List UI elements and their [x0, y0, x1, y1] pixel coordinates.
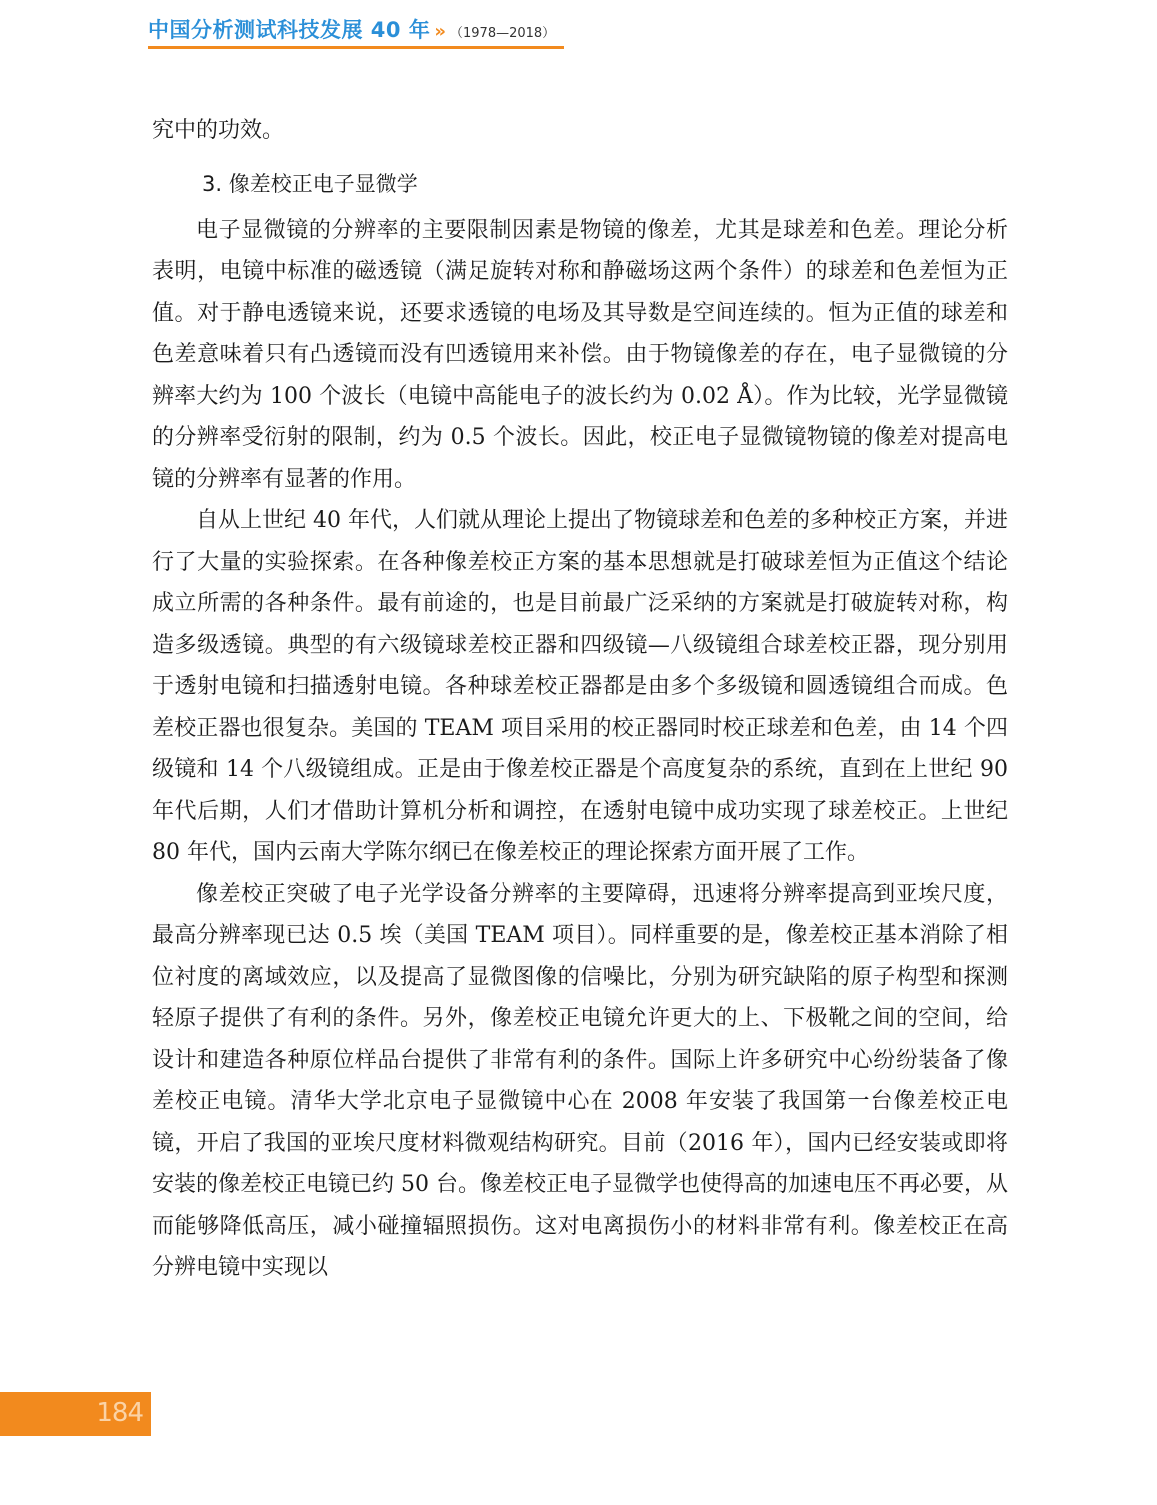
double-chevron-icon: » — [434, 21, 446, 42]
book-title: 中国分析测试科技发展 40 年 — [148, 18, 431, 42]
book-year-range: （1978—2018） — [450, 26, 556, 41]
paragraph-1: 电子显微镜的分辨率的主要限制因素是物镜的像差，尤其是球差和色差。理论分析表明，电镜中标准的磁透镜（满足旋转对称和静磁场这两个条件）的球差和色差恒为正值。对于静电透镜来说，还要求透镜的电场及其导数是空间连续的。恒为正值的球差和色差意味着只有凸透镜而没有凹透镜用来补偿。由于物镜像差的存在，电子显微镜的分辨率大约为 100 个波长（电镜中高能电子的波长约为 0.02 Å）。作为比较，光学显微镜的分辨率受衍射的限制，约为 0.5 个波长。因此，校正电子显微镜物镜的像差对提高电镜的分辨率有显著的作用。 — [152, 217, 1008, 492]
paragraph-3: 像差校正突破了电子光学设备分辨率的主要障碍，迅速将分辨率提高到亚埃尺度，最高分辨率现已达 0.5 埃（美国 TEAM 项目）。同样重要的是，像差校正基本消除了相位衬度的离域效应，以及提高了显微图像的信噪比，分别为研究缺陷的原子构型和探测轻原子提供了有利的条件。另外，像差校正电镜允许更大的上、下极靴之间的空间，给设计和建造各种原位样品台提供了非常有利的条件。国际上许多研究中心纷纷装备了像差校正电镜。清华大学北京电子显微镜中心在 2008 年安装了我国第一台像差校正电镜，开启了我国的亚埃尺度材料微观结构研究。目前（2016 年），国内已经安装或即将安装的像差校正电镜已约 50 台。像差校正电子显微学也使得高的加速电压不再必要，从而能够降低高压，减小碰撞辐照损伤。这对电离损伤小的材料非常有利。像差校正在高分辨电镜中实现以 — [152, 881, 1008, 1280]
page-number-tab — [0, 1392, 151, 1436]
page-body — [152, 110, 1008, 1289]
header-divider — [148, 46, 564, 49]
running-header — [148, 14, 555, 46]
paragraph-2: 自从上世纪 40 年代，人们就从理论上提出了物镜球差和色差的多种校正方案，并进行了大量的实验探索。在各种像差校正方案的基本思想就是打破球差恒为正值这个结论成立所需的各种条件。最有前途的，也是目前最广泛采纳的方案就是打破旋转对称，构造多级透镜。典型的有六级镜球差校正器和四级镜—八级镜组合球差校正器，现分别用于透射电镜和扫描透射电镜。各种球差校正器都是由多个多级镜和圆透镜组合而成。色差校正器也很复杂。美国的 TEAM 项目采用的校正器同时校正球差和色差，由 14 个四级镜和 14 个八级镜组成。正是由于像差校正器是个高度复杂的系统，直到在上世纪 90 年代后期，人们才借助计算机分析和调控，在透射电镜中成功实现了球差校正。上世纪 80 年代，国内云南大学陈尔纲已在像差校正的理论探索方面开展了工作。 — [152, 508, 1008, 865]
page-number: 184 — [96, 1398, 143, 1428]
section-heading: 3. 像差校正电子显微学 — [202, 171, 418, 196]
continuation-text: 究中的功效。 — [152, 118, 285, 143]
